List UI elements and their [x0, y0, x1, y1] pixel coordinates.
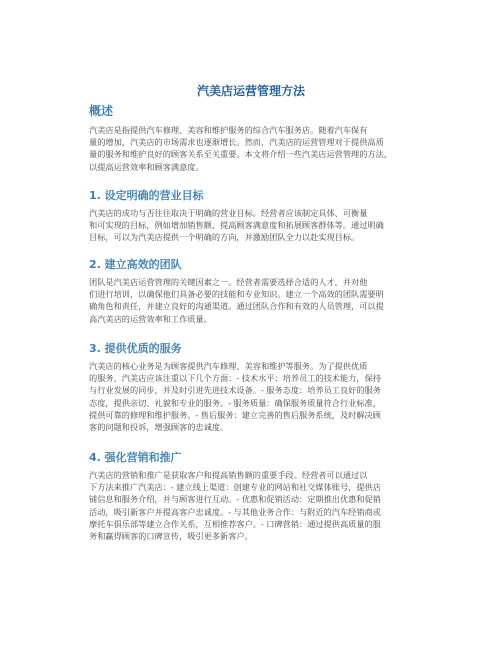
paragraph-line: 务和赢得顾客的口碑宣传，吸引更多新客户。: [89, 531, 253, 542]
paragraph-line: 量的服务和维护良好的顾客关系至关重要。本文将介绍一些汽美店运营管理的方法，: [89, 149, 392, 160]
paragraph-line: 客的问题和投诉，增强顾客的忠诚度。: [89, 422, 229, 433]
paragraph-line: 高汽美店的运营效率和工作质量。: [89, 313, 212, 324]
paragraph-line: 提供可靠的修理和维护服务。- 售后服务：建立完善的售后服务系统，及时解决顾: [89, 409, 381, 420]
paragraph-line: 的服务，汽美店应该注重以下几个方面：- 技术水平：培养员工的技术能力，保持: [89, 373, 381, 384]
section-paragraph-marketing: [89, 469, 419, 542]
paragraph-line: 以提高运营效率和顾客满意度。: [89, 161, 204, 172]
overview-heading: 概述: [89, 104, 114, 118]
section-paragraph-goals: [89, 207, 419, 244]
paragraph-line: 与行业发展的同步，并及时引进先进技术设备。- 服务态度：培养员工良好的服务: [89, 385, 381, 396]
paragraph-line: 汽美店是指提供汽车修理、美容和维护服务的综合汽车服务店。随着汽车保有: [89, 125, 368, 135]
section-heading-marketing: 4. 强化营销和推广: [89, 451, 182, 464]
section-heading-team: 2. 建立高效的团队: [89, 258, 182, 271]
section-heading-service: 3. 提供优质的服务: [89, 342, 182, 355]
section-paragraph-team: [89, 276, 419, 325]
paragraph-line: 量的增加，汽美店的市场需求也逐渐增长。然而，汽美店的运营管理对于提供高质: [89, 137, 384, 148]
paragraph-line: 下方法来推广汽美店：- 建立线上渠道：创建专业的网站和社交媒体账号，提供店: [89, 482, 381, 493]
paragraph-line: 铺信息和服务介绍，并与顾客进行互动。- 优惠和促销活动：定期推出优惠和促销: [89, 494, 381, 505]
paragraph-line: 目标，可以为汽美店提供一个明确的方向，并激励团队全力以赴实现目标。: [89, 232, 360, 243]
paragraph-line: 和可实现的目标，例如增加销售额、提高顾客满意度和拓展顾客群体等。通过明确: [89, 220, 384, 231]
paragraph-line: 态度，提供亲切、礼貌和专业的服务。- 服务质量：确保服务质量符合行业标准，: [89, 397, 381, 408]
paragraph-line: 汽美店的营销和推广是获取客户和提高销售额的重要手段。经营者可以通过以: [89, 470, 368, 480]
overview-paragraph: [89, 124, 419, 173]
paragraph-line: 确角色和责任，并建立良好的沟通渠道。通过团队合作和有效的人员管理，可以提: [89, 301, 384, 312]
paragraph-line: 汽美店的成功与否往往取决于明确的营业目标。经营者应该制定具体、可衡量: [89, 208, 368, 218]
page-title: 汽美店运营管理方法: [196, 84, 305, 98]
paragraph-line: 团队是汽美店运营管理的关键因素之一。经营者需要选择合适的人才，并对他: [89, 277, 368, 287]
paragraph-line: 们进行培训，以确保他们具备必要的技能和专业知识。建立一个高效的团队需要明: [89, 289, 384, 300]
paragraph-line: 活动，吸引新客户并提高客户忠诚度。- 与其他业务合作：与附近的汽车经销商或: [89, 506, 381, 517]
section-paragraph-service: [89, 360, 419, 433]
paragraph-line: 汽美店的核心业务是为顾客提供汽车修理、美容和维护等服务。为了提供优质: [89, 361, 368, 371]
section-heading-goals: 1. 设定明确的营业目标: [89, 189, 204, 202]
paragraph-line: 摩托车俱乐部等建立合作关系，互相推荐客户。- 口碑营销：通过提供高质量的服: [89, 518, 381, 529]
